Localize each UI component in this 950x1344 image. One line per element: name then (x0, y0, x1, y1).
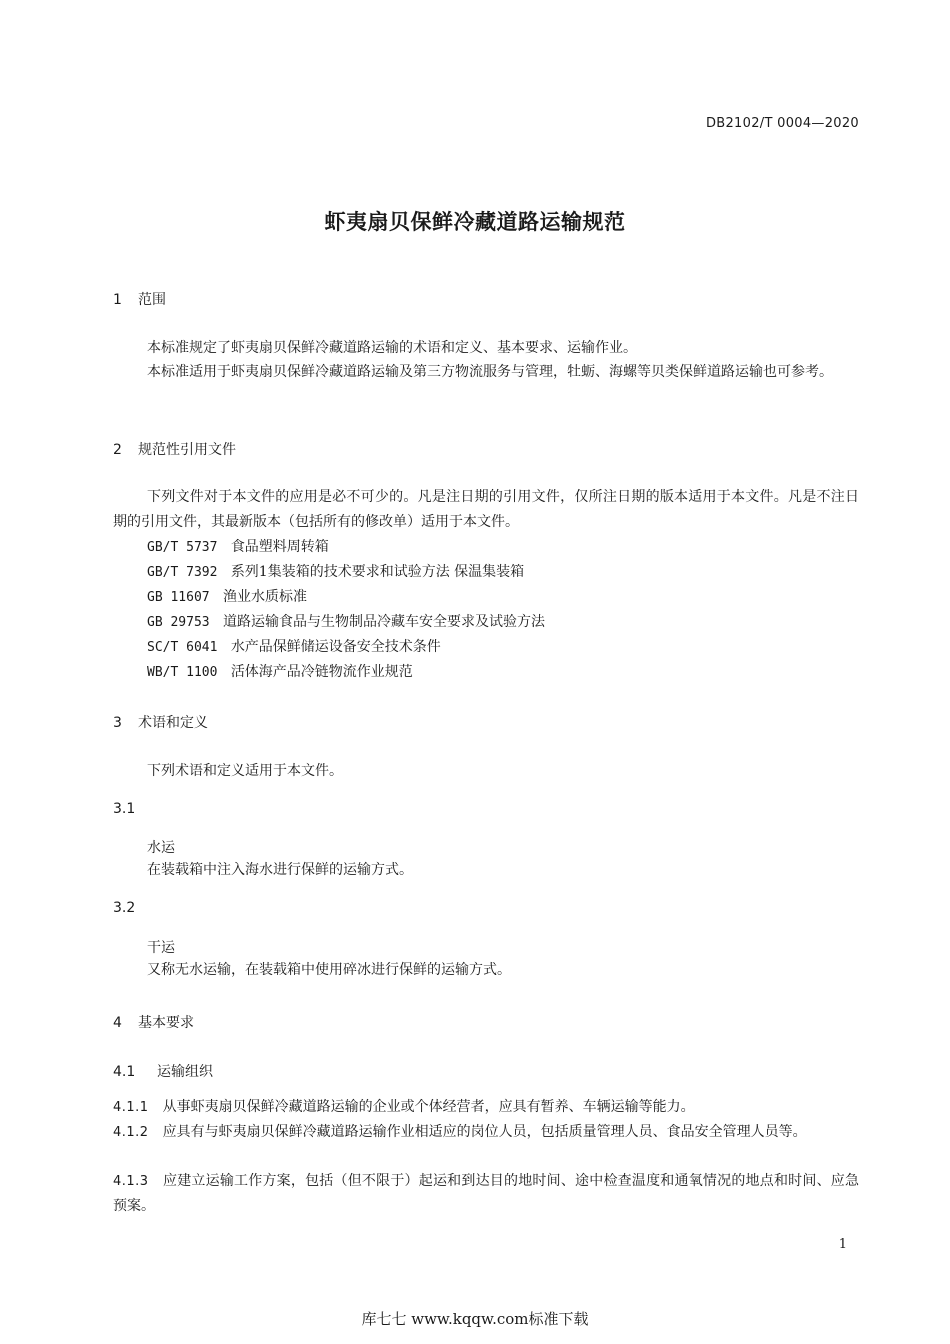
reference-code: GB/T 5737 (147, 540, 218, 555)
section-2-heading (113, 439, 236, 459)
paragraph: 下列术语和定义适用于本文件。 (147, 763, 343, 779)
term-name: 水运 (147, 840, 175, 856)
clause-text: 应具有与虾夷扇贝保鲜冷藏道路运输作业相适应的岗位人员，包括质量管理人员、食品安全管理人员等。 (162, 1124, 807, 1140)
reference-name: 水产品保鲜储运设备安全技术条件 (230, 639, 441, 655)
paragraph: 下列文件对于本文件的应用是必不可少的。凡是注日期的引用文件，仅所注日期的版本适用于本文件。凡是不注日期的引用文件，其最新版本（包括所有的修改单）适用于本文件。 (113, 489, 859, 530)
document-title: 虾夷扇贝保鲜冷藏道路运输规范 (324, 210, 626, 234)
clause-number: 4.1.3 (113, 1174, 149, 1189)
clause-4-1-3 (113, 1169, 859, 1219)
clause-number: 4.1.2 (113, 1125, 149, 1140)
reference-name: 食品塑料周转箱 (230, 539, 329, 555)
subsection-4-1-heading (113, 1061, 213, 1081)
section-number: 4 (113, 1015, 122, 1031)
section-3-heading (113, 712, 208, 732)
footer-source: 库七七 www.kqqw.com标准下载 (361, 1310, 589, 1328)
term-name: 干运 (147, 940, 175, 956)
page-number: 1 (838, 1237, 847, 1252)
paragraph: 本标准规定了虾夷扇贝保鲜冷藏道路运输的术语和定义、基本要求、运输作业。 (147, 340, 637, 356)
clause-number: 4.1.1 (113, 1100, 149, 1115)
normative-reference (147, 635, 441, 660)
reference-name: 系列1集装箱的技术要求和试验方法 保温集装箱 (230, 564, 525, 580)
term-definition: 在装载箱中注入海水进行保鲜的运输方式。 (147, 862, 413, 878)
section-title: 范围 (138, 292, 166, 308)
clause-text: 应建立运输工作方案，包括（但不限于）起运和到达目的地时间、途中检查温度和通氧情况的地点和时间、应急预案。 (113, 1173, 860, 1214)
section-number: 1 (113, 292, 122, 308)
normative-reference (147, 660, 413, 685)
section-1-heading (113, 289, 166, 309)
document-number: DB2102/T 0004—2020 (705, 116, 859, 131)
section-4-heading (113, 1012, 194, 1032)
term-number: 3.1 (113, 801, 136, 817)
reference-name: 渔业水质标准 (222, 589, 307, 605)
reference-name: 道路运输食品与生物制品冷藏车安全要求及试验方法 (222, 614, 545, 630)
reference-code: SC/T 6041 (147, 640, 218, 655)
subsection-title: 运输组织 (157, 1064, 213, 1080)
section-title: 规范性引用文件 (138, 442, 236, 458)
normative-reference (147, 585, 307, 610)
clause-text: 从事虾夷扇贝保鲜冷藏道路运输的企业或个体经营者，应具有暂养、车辆运输等能力。 (162, 1099, 695, 1115)
paragraph: 本标准适用于虾夷扇贝保鲜冷藏道路运输及第三方物流服务与管理，牡蛎、海螺等贝类保鲜道路运输也可参考。 (147, 364, 833, 380)
section-number: 3 (113, 715, 122, 731)
reference-code: GB 11607 (147, 590, 210, 605)
normative-reference (147, 610, 545, 635)
clause-4-1-2 (113, 1120, 859, 1145)
subsection-number: 4.1 (113, 1064, 136, 1080)
reference-name: 活体海产品冷链物流作业规范 (230, 664, 413, 680)
reference-code: WB/T 1100 (147, 665, 218, 680)
normative-reference (147, 535, 329, 560)
term-definition: 又称无水运输，在装载箱中使用碎冰进行保鲜的运输方式。 (147, 962, 511, 978)
normative-reference (147, 560, 524, 585)
section-number: 2 (113, 442, 122, 458)
reference-code: GB/T 7392 (147, 565, 218, 580)
term-number: 3.2 (113, 900, 136, 916)
clause-4-1-1 (113, 1095, 859, 1120)
section-title: 术语和定义 (138, 715, 208, 731)
section-title: 基本要求 (138, 1015, 194, 1031)
reference-code: GB 29753 (147, 615, 210, 630)
